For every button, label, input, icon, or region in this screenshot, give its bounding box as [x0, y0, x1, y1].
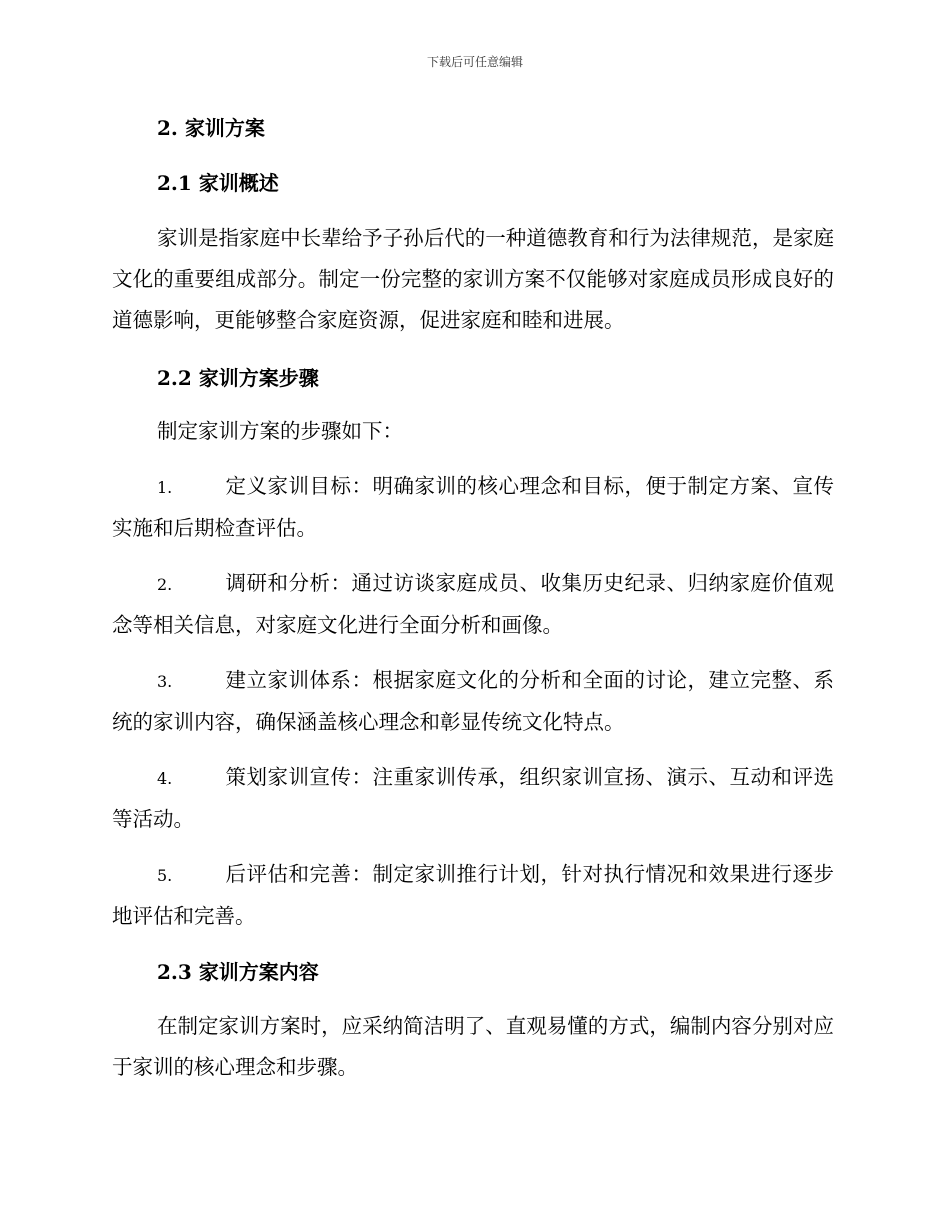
step-item [112, 757, 834, 840]
section-2-3-title: 2.3 家训方案内容 [157, 960, 319, 984]
section-2-3-paragraph: 在制定家训方案时，应采纳简洁明了、直观易懂的方式，编制内容分别对应于家训的核心理念和步骤。 [112, 1014, 834, 1079]
step-text: 策划家训宣传：注重家训传承，组织家训宣扬、演示、互动和评选等活动。 [112, 765, 834, 831]
step-item [112, 660, 834, 743]
step-number: 1. [157, 478, 173, 497]
section-2-title: 2. 家训方案 [157, 116, 265, 140]
step-text: 后评估和完善：制定家训推行计划，针对执行情况和效果进行逐步地评估和完善。 [112, 862, 834, 928]
step-number: 4. [157, 769, 173, 788]
section-2-2-title: 2.2 家训方案步骤 [157, 366, 319, 390]
step-text: 调研和分析：通过访谈家庭成员、收集历史纪录、归纳家庭价值观念等相关信息，对家庭文化进行全面分析和画像。 [112, 571, 834, 637]
step-number: 3. [157, 672, 173, 691]
step-item [112, 563, 834, 646]
step-item [112, 466, 834, 549]
section-2-2-intro: 制定家训方案的步骤如下： [157, 419, 403, 443]
step-number: 2. [157, 575, 173, 594]
step-item [112, 854, 834, 937]
page-header: 下载后可任意编辑 [426, 55, 523, 69]
step-text: 定义家训目标：明确家训的核心理念和目标，便于制定方案、宣传实施和后期检查评估。 [112, 474, 834, 540]
step-text: 建立家训体系：根据家庭文化的分析和全面的讨论，建立完整、系统的家训内容，确保涵盖核心理念和彰显传统文化特点。 [112, 668, 834, 734]
section-2-1-title: 2.1 家训概述 [157, 171, 279, 195]
section-2-1-paragraph: 家训是指家庭中长辈给予子孙后代的一种道德教育和行为法律规范，是家庭文化的重要组成部分。制定一份完整的家训方案不仅能够对家庭成员形成良好的道德影响，更能够整合家庭资源，促进家庭和睦和进展。 [112, 226, 834, 332]
step-number: 5. [157, 866, 173, 885]
